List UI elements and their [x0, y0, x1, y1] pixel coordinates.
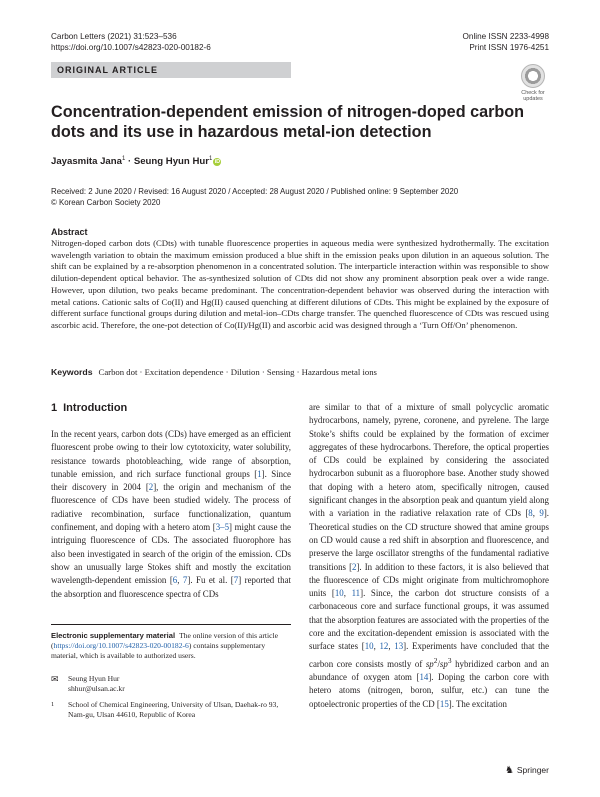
- publisher-name: Springer: [516, 765, 549, 775]
- citation-link[interactable]: 15: [439, 698, 449, 709]
- paragraph: In the recent years, carbon dots (CDs) have emerged as an efficient fluorescent probe owing to their low cytotoxicity, water solubility, resistance towards photobleaching, wide range of absorption, tunable emission, and rich surface functional groups [1]. Since their discovery in 2004 [2], the origin and mechanism of the fluorescence of CDs have been studied widely. The process of radiative recombination, surface functionalization, quantum confinement, and doping with a hetero atom [3–5] might cause the intriguing fluorescence of CDs. The associated fluorophore has also been investigated in search of the origin of the emission. CDs show an unusually large Stokes shift and mostly the excitation wavelength-dependent emission [6, 7]. Fu et al. [7] reported that the absorption and fluorescence spectra of CDs: [51, 429, 291, 599]
- corresponding-author: Seung Hyun Hur: [68, 674, 120, 683]
- citation-link[interactable]: 9: [539, 508, 544, 519]
- paragraph: are similar to that of a mixture of small polycyclic aromatic hydrocarbons, namely, pyrene, coronene, and pyrelene. The large Stoke’s shifts could be explained by the formation of excimer aggregates of these hydrocarbons. Therefore, the optical properties of CDs could be explained by considering the associated hydrocarbon subunit as a fluorophore base. Another study showed that doping with a hetero atom, specifically nitrogen, caused significant changes in the absorption peak and quantum yield along with a variation in the radiative relaxation rate of CDs [8, 9]. Theoretical studies on the CD structure showed that amine groups on CD would cause a red shift in absorption and fluorescence, and preserve the large oscillator strengths of the fundamental radiative transitions [2]. In addition to these factors, it is also believed that the fluorescence of CDs might originate from multichromophore units [10, 11]. Since, the carbon dot structure consists of a carbonaceous core and surface functional groups, it was assumed that the absorption features are associated with the properties of the core and the excitation-dependent emission is associated with the surface states [10, 12, 13]. Experiments have concluded that the carbon core consists mostly of $sp^2/sp^3$ hybridized carbon and an abundance of oxygen atom [14]. Doping the carbon core with hetero atoms (nitrogen, boron, sulfur, etc.) can tune the optoelectronic properties of the CD [15]. The excitation: [309, 402, 550, 709]
- citation-link[interactable]: 12: [379, 641, 389, 652]
- check-updates-label: Check for updates: [521, 90, 545, 102]
- issn-header: [463, 31, 549, 53]
- citation-link[interactable]: 8: [528, 508, 533, 519]
- affiliation-marker: 1: [208, 156, 213, 162]
- affiliation: [51, 700, 291, 720]
- citation-link[interactable]: 2: [148, 482, 154, 493]
- citation-link[interactable]: 11: [351, 588, 361, 599]
- article-type-banner: ORIGINAL ARTICLE: [51, 62, 291, 78]
- copyright-notice: © Korean Carbon Society 2020: [51, 197, 161, 207]
- citation-link[interactable]: 7: [233, 575, 239, 586]
- abstract-text: Nitrogen-doped carbon dots (CDts) with tunable fluorescence properties in aqueous media were synthesized hydrothermally. The excitation wavelength variation to obtain the maximum emission produced a blue shift in the emission peaks upon dilution in an aqueous solution. The shift can be explained by a re-absorption phenomenon in a concentrated solution. The interparticle interaction within was responsible to show dilution-dependent optical behavior. The as-synthesized solution of CDts did not show any prominent absorption peak over a wide range. However, upon dilution, two peaks became predominant. The concentration-dependent behavior was observed during the interaction with metal cations. Cationic salts of Co(II) and Hg(II) caused quenching at different dilutions of CDts. This might be explained by the exposure of different surface functional groups during dilution and metal-ion–CDts charge transfer. The quenched fluorescence of CDts was rescued using ascorbic acid. Therefore, the one-pot detection of Co(II)/Hg(II) and ascorbic acid was designed through a ‘Turn Off/On’ phenomenon.: [51, 238, 549, 330]
- article-title: Concentration-dependent emission of nitrogen-doped carbon dots and its use in hazardous metal-ion detection: [51, 103, 525, 141]
- correspondence: [51, 674, 291, 694]
- orcid-icon[interactable]: iD: [214, 159, 221, 166]
- abstract-heading: Abstract: [51, 227, 88, 237]
- affiliation-number: 1: [51, 701, 55, 708]
- issn-online: Online ISSN 2233-4998: [462, 32, 549, 41]
- citation-link[interactable]: 10: [334, 588, 344, 599]
- springer-horse-icon: ♞: [504, 765, 514, 776]
- publisher-logo: [505, 765, 549, 776]
- article-dates: [51, 187, 458, 208]
- envelope-icon: ✉: [51, 674, 59, 684]
- affiliation-marker: 1: [121, 156, 126, 162]
- section-number: 1: [51, 402, 58, 414]
- footnote-divider: [51, 624, 291, 625]
- author-email[interactable]: shhur@ulsan.ac.kr: [68, 684, 125, 694]
- author-list: [51, 156, 221, 167]
- body-column-right: [309, 401, 549, 711]
- journal-header: [51, 31, 211, 53]
- citation-link[interactable]: 3–5: [215, 522, 230, 533]
- journal-citation: Carbon Letters (2021) 31:523–536: [51, 32, 177, 41]
- supplementary-link[interactable]: https://doi.org/10.1007/s42823-020-00182-6: [53, 641, 189, 651]
- citation-link[interactable]: 2: [352, 561, 357, 572]
- supplementary-note: Electronic supplementary material The online version of this article (https://doi.org/10.1007/s42823-020-00182-6) contains supplementary material, which is available to authorized users.: [51, 631, 278, 661]
- citation-link[interactable]: 1: [257, 468, 262, 479]
- author-name[interactable]: Seung Hyun Hur: [133, 156, 209, 168]
- keywords-text: Carbon dot · Excitation dependence · Dilution · Sensing · Hazardous metal ions: [98, 367, 377, 377]
- section-heading: [51, 402, 127, 414]
- citation-link[interactable]: 6: [172, 575, 178, 586]
- check-for-updates-button[interactable]: [518, 64, 548, 102]
- history-dates: Received: 2 June 2020 / Revised: 16 August 2020 / Accepted: 28 August 2020 / Published online: 9 September 2020: [51, 187, 459, 196]
- section-title: Introduction: [63, 402, 128, 414]
- keywords-label: Keywords: [51, 367, 93, 377]
- citation-link[interactable]: 14: [419, 671, 429, 682]
- author-name[interactable]: Jayasmita Jana: [51, 156, 122, 168]
- check-updates-icon: [521, 64, 545, 88]
- body-column-left: [51, 428, 291, 601]
- supplementary-label: Electronic supplementary material: [51, 631, 176, 640]
- keywords: [51, 367, 549, 377]
- doi-link[interactable]: https://doi.org/10.1007/s42823-020-00182-6: [51, 43, 211, 52]
- affiliation-text: School of Chemical Engineering, University of Ulsan, Daehak-ro 93, Nam-gu, Ulsan 44610, Republic of Korea: [68, 700, 279, 720]
- author-separator: ·: [125, 156, 134, 168]
- issn-print: Print ISSN 1976-4251: [469, 43, 549, 52]
- citation-link[interactable]: 10: [364, 641, 374, 652]
- citation-link[interactable]: 13: [394, 641, 404, 652]
- citation-link[interactable]: 7: [182, 575, 188, 586]
